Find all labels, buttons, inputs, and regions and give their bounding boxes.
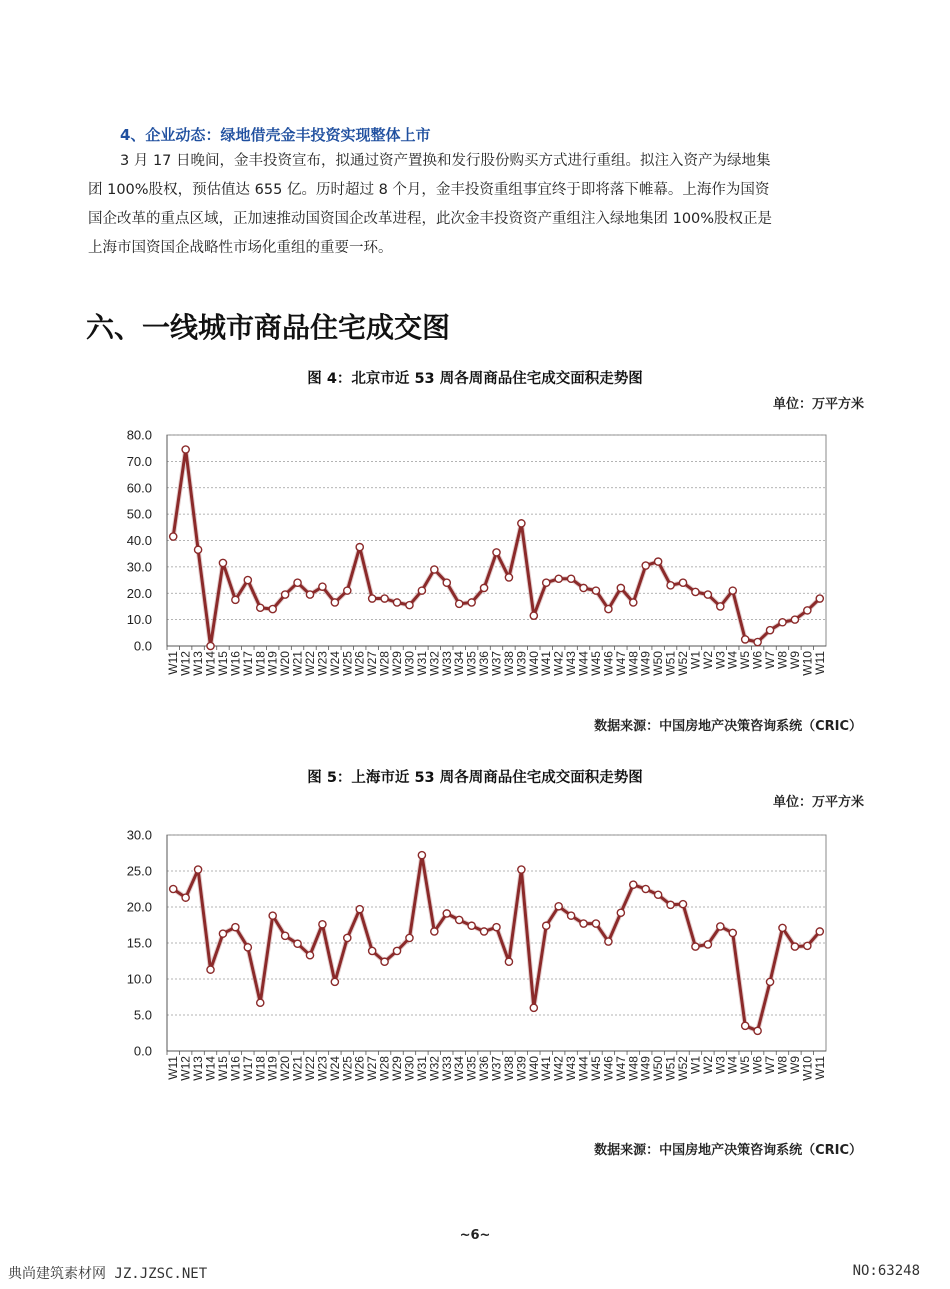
x-tick-label: W27 <box>365 651 380 676</box>
y-tick-label: 5.0 <box>133 1007 152 1023</box>
x-tick-label: W10 <box>800 1056 815 1081</box>
data-point <box>543 579 550 586</box>
x-tick-label: W27 <box>365 1056 380 1081</box>
x-tick-label: W48 <box>626 651 641 676</box>
data-point <box>381 595 388 602</box>
x-tick-label: W52 <box>676 651 691 676</box>
x-tick-label: W20 <box>278 651 293 676</box>
x-tick-label: W24 <box>327 651 342 676</box>
x-tick-label: W22 <box>302 1056 317 1081</box>
data-point <box>518 520 525 527</box>
data-point <box>779 619 786 626</box>
data-point <box>704 591 711 598</box>
data-point <box>431 566 438 573</box>
x-tick-label: W8 <box>775 1056 790 1074</box>
data-point <box>194 866 201 873</box>
x-tick-label: W26 <box>352 651 367 676</box>
x-tick-label: W24 <box>327 1056 342 1081</box>
x-tick-label: W37 <box>489 1056 504 1081</box>
data-point <box>480 584 487 591</box>
data-point <box>592 920 599 927</box>
y-tick-label: 0.0 <box>133 638 152 654</box>
data-point <box>816 595 823 602</box>
figure-4-title: 图 4：北京市近 53 周各周商品住宅成交面积走势图 <box>307 371 643 387</box>
data-point <box>207 966 214 973</box>
data-point <box>344 934 351 941</box>
data-point <box>518 866 525 873</box>
paragraph-line: 国企改革的重点区域，正加速推动国资国企改革进程，此次金丰投资资产重组注入绿地集团 100%股权正是 <box>88 211 773 227</box>
x-tick-label: W39 <box>514 651 529 676</box>
data-point <box>406 602 413 609</box>
data-point <box>456 916 463 923</box>
x-tick-label: W12 <box>178 1056 193 1081</box>
data-point <box>766 978 773 985</box>
y-tick-label: 15.0 <box>126 935 152 951</box>
x-tick-label: W3 <box>713 651 728 669</box>
x-tick-label: W11 <box>812 651 827 675</box>
data-point <box>679 901 686 908</box>
y-tick-label: 40.0 <box>126 533 152 548</box>
y-tick-label: 30.0 <box>126 827 152 843</box>
data-point <box>816 928 823 935</box>
data-point <box>729 929 736 936</box>
x-tick-label: W33 <box>439 651 454 676</box>
x-tick-label: W14 <box>203 651 218 676</box>
y-tick-label: 80.0 <box>126 427 152 443</box>
x-tick-label: W42 <box>551 1056 566 1081</box>
x-tick-label: W28 <box>377 651 392 676</box>
data-point <box>493 924 500 931</box>
data-point <box>182 446 189 453</box>
paragraph <box>88 147 868 263</box>
x-tick-label: W17 <box>240 1056 255 1081</box>
data-point <box>592 587 599 594</box>
data-point <box>331 978 338 985</box>
x-tick-label: W48 <box>626 1056 641 1081</box>
data-point <box>319 583 326 590</box>
y-tick-label: 0.0 <box>133 1043 152 1059</box>
x-tick-label: W31 <box>414 1056 429 1081</box>
data-point <box>269 605 276 612</box>
x-tick-label: W14 <box>203 1056 218 1081</box>
x-tick-label: W39 <box>514 1056 529 1081</box>
data-point <box>679 579 686 586</box>
x-tick-label: W15 <box>215 1056 230 1081</box>
x-tick-label: W13 <box>191 651 206 676</box>
x-tick-label: W35 <box>464 651 479 676</box>
x-tick-label: W17 <box>240 651 255 676</box>
data-point <box>704 941 711 948</box>
data-point <box>605 938 612 945</box>
data-point <box>418 587 425 594</box>
data-point <box>630 881 637 888</box>
y-tick-label: 10.0 <box>126 971 152 987</box>
y-tick-label: 20.0 <box>126 899 152 915</box>
paragraph-line: 上海市国资国企战略性市场化重组的重要一环。 <box>88 240 393 256</box>
x-tick-label: W41 <box>539 651 554 676</box>
x-tick-label: W36 <box>477 1056 492 1081</box>
data-point <box>729 587 736 594</box>
data-point <box>791 616 798 623</box>
y-tick-label: 50.0 <box>126 506 152 522</box>
data-point <box>505 574 512 581</box>
y-tick-label: 20.0 <box>126 585 152 601</box>
data-point <box>294 579 301 586</box>
data-point <box>381 958 388 965</box>
y-tick-label: 25.0 <box>126 863 152 879</box>
data-point <box>742 636 749 643</box>
data-point <box>219 559 226 566</box>
data-point <box>766 627 773 634</box>
data-point <box>331 599 338 606</box>
y-tick-label: 30.0 <box>126 559 152 575</box>
figure-4-source: 数据来源：中国房地产决策咨询系统（CRIC） <box>594 719 862 734</box>
data-point <box>468 599 475 606</box>
x-tick-label: W38 <box>501 1056 516 1081</box>
data-point <box>555 903 562 910</box>
x-tick-label: W47 <box>613 651 628 676</box>
x-tick-label: W11 <box>812 1056 827 1080</box>
y-tick-label: 60.0 <box>126 480 152 496</box>
x-tick-label: W36 <box>477 651 492 676</box>
x-tick-label: W44 <box>576 1056 591 1081</box>
data-point <box>207 642 214 649</box>
data-point <box>170 533 177 540</box>
data-point <box>306 591 313 598</box>
data-point <box>282 591 289 598</box>
data-point <box>791 943 798 950</box>
data-point <box>219 930 226 937</box>
x-tick-label: W51 <box>663 651 678 676</box>
data-point <box>369 947 376 954</box>
x-tick-label: W32 <box>427 1056 442 1081</box>
data-point <box>294 940 301 947</box>
x-tick-label: W43 <box>564 1056 579 1081</box>
data-point <box>580 584 587 591</box>
x-tick-label: W43 <box>564 651 579 676</box>
x-tick-label: W34 <box>452 651 467 676</box>
data-point <box>257 604 264 611</box>
x-tick-label: W46 <box>601 1056 616 1081</box>
x-tick-label: W52 <box>676 1056 691 1081</box>
x-tick-label: W37 <box>489 651 504 676</box>
x-tick-label: W40 <box>526 651 541 676</box>
x-tick-label: W30 <box>402 1056 417 1081</box>
x-tick-label: W30 <box>402 651 417 676</box>
x-tick-label: W1 <box>688 1056 703 1074</box>
x-tick-label: W13 <box>191 1056 206 1081</box>
data-point <box>505 958 512 965</box>
data-point <box>804 942 811 949</box>
data-point <box>642 562 649 569</box>
x-tick-label: W7 <box>763 651 778 669</box>
x-tick-label: W19 <box>265 1056 280 1081</box>
main-title: 六、一线城市商品住宅成交图 <box>86 311 451 344</box>
x-tick-label: W21 <box>290 651 305 676</box>
data-point <box>530 612 537 619</box>
x-tick-label: W6 <box>750 651 765 669</box>
data-point <box>418 852 425 859</box>
data-point <box>667 901 674 908</box>
x-tick-label: W47 <box>613 1056 628 1081</box>
x-tick-label: W45 <box>588 1056 603 1081</box>
figure-4-unit: 单位：万平方米 <box>772 397 864 412</box>
data-point <box>605 605 612 612</box>
x-tick-label: W5 <box>738 1056 753 1074</box>
data-point <box>779 924 786 931</box>
data-point <box>568 575 575 582</box>
x-tick-label: W33 <box>439 1056 454 1081</box>
beijing-line-chart <box>110 425 840 710</box>
data-point <box>393 947 400 954</box>
data-point <box>319 921 326 928</box>
x-tick-label: W5 <box>738 651 753 669</box>
data-point <box>369 595 376 602</box>
x-tick-label: W46 <box>601 651 616 676</box>
data-point <box>232 596 239 603</box>
x-tick-label: W44 <box>576 651 591 676</box>
x-tick-label: W1 <box>688 651 703 669</box>
data-point <box>530 1004 537 1011</box>
data-point <box>232 924 239 931</box>
x-tick-label: W22 <box>302 651 317 676</box>
x-tick-label: W4 <box>725 1056 740 1074</box>
x-tick-label: W8 <box>775 651 790 669</box>
figure-5-source: 数据来源：中国房地产决策咨询系统（CRIC） <box>594 1143 862 1158</box>
x-tick-label: W28 <box>377 1056 392 1081</box>
data-point <box>244 576 251 583</box>
data-point <box>717 923 724 930</box>
data-point <box>754 638 761 645</box>
data-point <box>170 885 177 892</box>
data-point <box>356 906 363 913</box>
x-tick-label: W40 <box>526 1056 541 1081</box>
x-tick-label: W31 <box>414 651 429 676</box>
x-tick-label: W11 <box>166 651 181 675</box>
x-tick-label: W38 <box>501 651 516 676</box>
data-point <box>468 922 475 929</box>
y-tick-label: 70.0 <box>126 453 152 469</box>
data-point <box>692 943 699 950</box>
x-tick-label: W34 <box>452 1056 467 1081</box>
x-tick-label: W2 <box>700 1056 715 1074</box>
data-point <box>306 952 313 959</box>
x-tick-label: W18 <box>253 651 268 676</box>
data-point <box>754 1027 761 1034</box>
data-point <box>194 546 201 553</box>
x-tick-label: W50 <box>651 1056 666 1081</box>
data-point <box>630 599 637 606</box>
x-tick-label: W6 <box>750 1056 765 1074</box>
x-tick-label: W51 <box>663 1056 678 1081</box>
x-tick-label: W7 <box>763 1056 778 1074</box>
data-point <box>493 549 500 556</box>
x-tick-label: W35 <box>464 1056 479 1081</box>
data-point <box>182 894 189 901</box>
x-tick-label: W32 <box>427 651 442 676</box>
x-tick-label: W2 <box>700 651 715 669</box>
section-heading: 4、企业动态：绿地借壳金丰投资实现整体上市 <box>120 126 431 144</box>
x-tick-label: W16 <box>228 1056 243 1081</box>
x-tick-label: W29 <box>390 651 405 676</box>
data-point <box>257 999 264 1006</box>
data-point <box>655 891 662 898</box>
data-point <box>480 928 487 935</box>
data-point <box>717 603 724 610</box>
x-tick-label: W29 <box>390 1056 405 1081</box>
data-point <box>406 934 413 941</box>
data-point <box>667 582 674 589</box>
data-point <box>642 885 649 892</box>
x-tick-label: W11 <box>166 1056 181 1080</box>
x-tick-label: W21 <box>290 1056 305 1081</box>
x-tick-label: W3 <box>713 1056 728 1074</box>
figure-5-unit: 单位：万平方米 <box>772 795 864 810</box>
watermark-left: 典尚建筑素材网 JZ.JZSC.NET <box>8 1266 208 1282</box>
data-point <box>356 543 363 550</box>
data-point <box>269 912 276 919</box>
paragraph-line: 3 月 17 日晚间，金丰投资宣布，拟通过资产置换和发行股份购买方式进行重组。拟注入资产为绿地集 <box>120 153 771 169</box>
data-point <box>742 1022 749 1029</box>
x-tick-label: W9 <box>787 1056 802 1074</box>
x-tick-label: W50 <box>651 651 666 676</box>
data-point <box>804 607 811 614</box>
data-point <box>431 928 438 935</box>
data-point <box>443 579 450 586</box>
x-tick-label: W45 <box>588 651 603 676</box>
watermark-right: NO:63248 <box>852 1263 920 1279</box>
x-tick-label: W25 <box>340 1056 355 1081</box>
x-tick-label: W20 <box>278 1056 293 1081</box>
y-tick-label: 10.0 <box>126 612 152 628</box>
data-point <box>456 600 463 607</box>
x-tick-label: W18 <box>253 1056 268 1081</box>
data-point <box>568 912 575 919</box>
x-tick-label: W41 <box>539 1056 554 1081</box>
data-point <box>655 558 662 565</box>
data-point <box>617 909 624 916</box>
data-point <box>282 932 289 939</box>
paragraph-line: 团 100%股权，预估值达 655 亿。历时超过 8 个月，金丰投资重组事宜终于即将落下帷幕。上海作为国资 <box>88 182 770 198</box>
x-tick-label: W19 <box>265 651 280 676</box>
data-point <box>617 584 624 591</box>
x-tick-label: W10 <box>800 651 815 676</box>
page-number: ~6~ <box>459 1228 491 1243</box>
x-tick-label: W49 <box>638 1056 653 1081</box>
data-point <box>555 575 562 582</box>
x-tick-label: W12 <box>178 651 193 676</box>
data-point <box>443 910 450 917</box>
x-tick-label: W25 <box>340 651 355 676</box>
x-tick-label: W4 <box>725 651 740 669</box>
x-tick-label: W49 <box>638 651 653 676</box>
x-tick-label: W42 <box>551 651 566 676</box>
x-tick-label: W23 <box>315 651 330 676</box>
shanghai-line-chart <box>110 825 840 1115</box>
data-point <box>344 587 351 594</box>
x-tick-label: W9 <box>787 651 802 669</box>
data-point <box>393 599 400 606</box>
data-point <box>692 588 699 595</box>
data-point <box>543 922 550 929</box>
x-tick-label: W23 <box>315 1056 330 1081</box>
data-point <box>244 944 251 951</box>
figure-5-title: 图 5：上海市近 53 周各周商品住宅成交面积走势图 <box>307 770 643 786</box>
x-tick-label: W16 <box>228 651 243 676</box>
x-tick-label: W15 <box>215 651 230 676</box>
x-tick-label: W26 <box>352 1056 367 1081</box>
data-point <box>580 920 587 927</box>
